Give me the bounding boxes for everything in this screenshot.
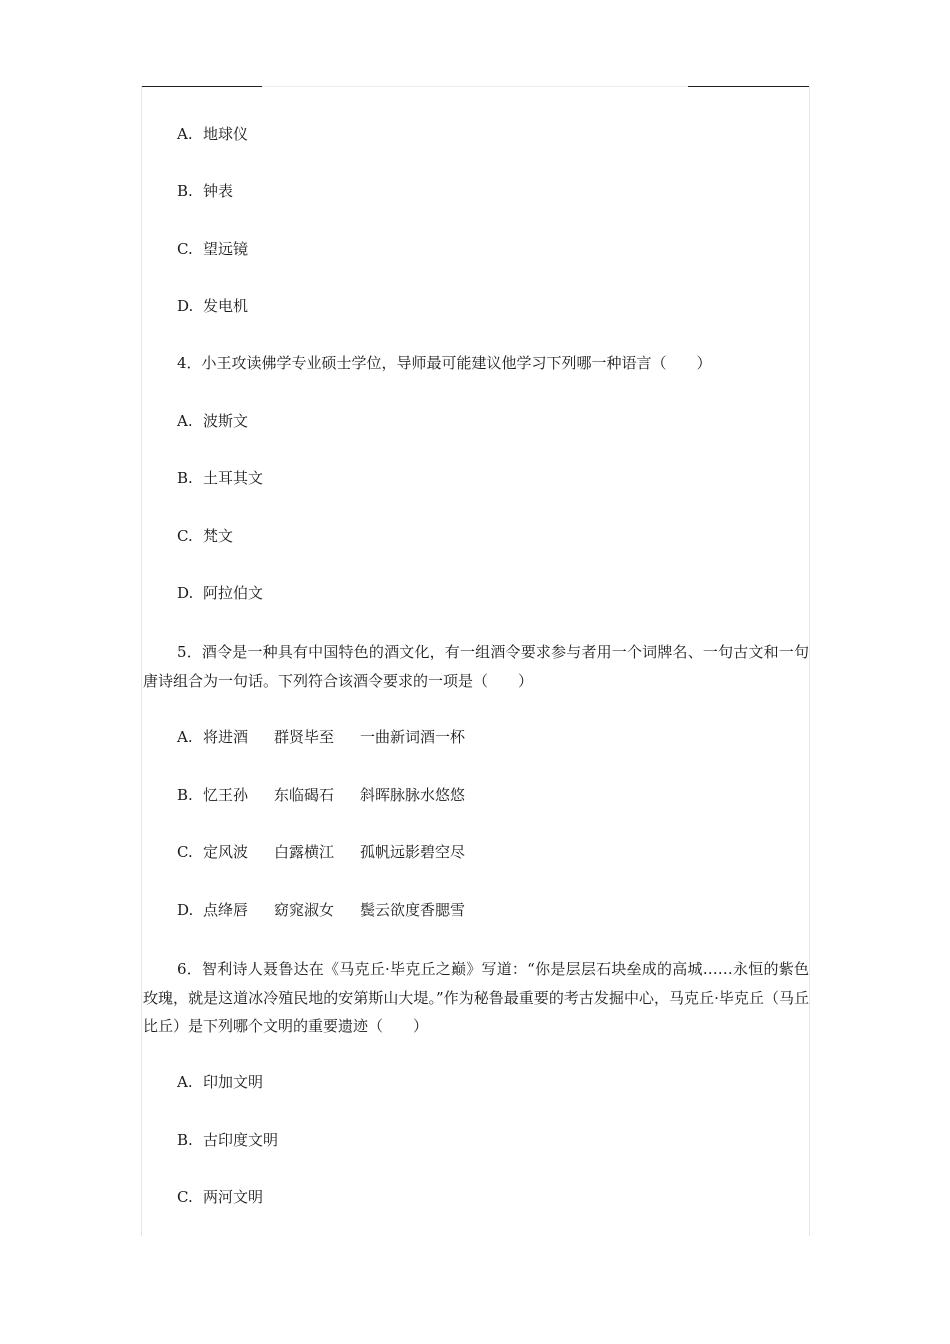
q4-option-b: B. 土耳其文 — [177, 469, 264, 487]
q5-option-d: D. 点绛唇 窈窕淑女 鬓云欲度香腮雪 — [177, 901, 466, 919]
q4-option-c: C. 梵文 — [177, 527, 234, 545]
q5-stem: 5．酒令是一种具有中国特色的酒文化，有一组酒令要求参与者用一个词牌名、一句古文和一句唐诗组合为一句话。下列符合该酒令要求的一项是（ ） — [143, 643, 809, 690]
q6-option-c: C. 两河文明 — [177, 1188, 264, 1206]
q3-option-d: D. 发电机 — [177, 297, 249, 315]
q5-option-b: B. 忆王孙 东临碣石 斜晖脉脉水悠悠 — [177, 786, 466, 804]
q5-option-c: C. 定风波 白露横江 孤帆远影碧空尽 — [177, 843, 466, 861]
q3-option-c: C. 望远镜 — [177, 240, 249, 258]
q5-option-a: A. 将进酒 群贤毕至 一曲新词酒一杯 — [177, 728, 466, 746]
q4-option-d: D. 阿拉伯文 — [177, 584, 264, 602]
q6-option-a: A. 印加文明 — [177, 1073, 264, 1091]
q3-option-b: B. 钟表 — [177, 182, 234, 200]
q6-option-b: B. 古印度文明 — [177, 1131, 279, 1149]
q4-option-a: A. 波斯文 — [177, 412, 249, 430]
q3-option-a: A. 地球仪 — [177, 125, 249, 143]
q6-stem: 6．智利诗人聂鲁达在《马克丘·毕克丘之巅》写道：“你是层层石块垒成的高城……永恒的紫色玫瑰，就是这道冰冷殖民地的安第斯山大堤。”作为秘鲁最重要的考古发掘中心，马克丘·毕克丘（马丘比丘）是下列哪个文明的重要遗迹（ ） — [143, 960, 809, 1035]
q4-stem: 4．小王攻读佛学专业硕士学位，导师最可能建议他学习下列哪一种语言（ ） — [177, 354, 712, 372]
